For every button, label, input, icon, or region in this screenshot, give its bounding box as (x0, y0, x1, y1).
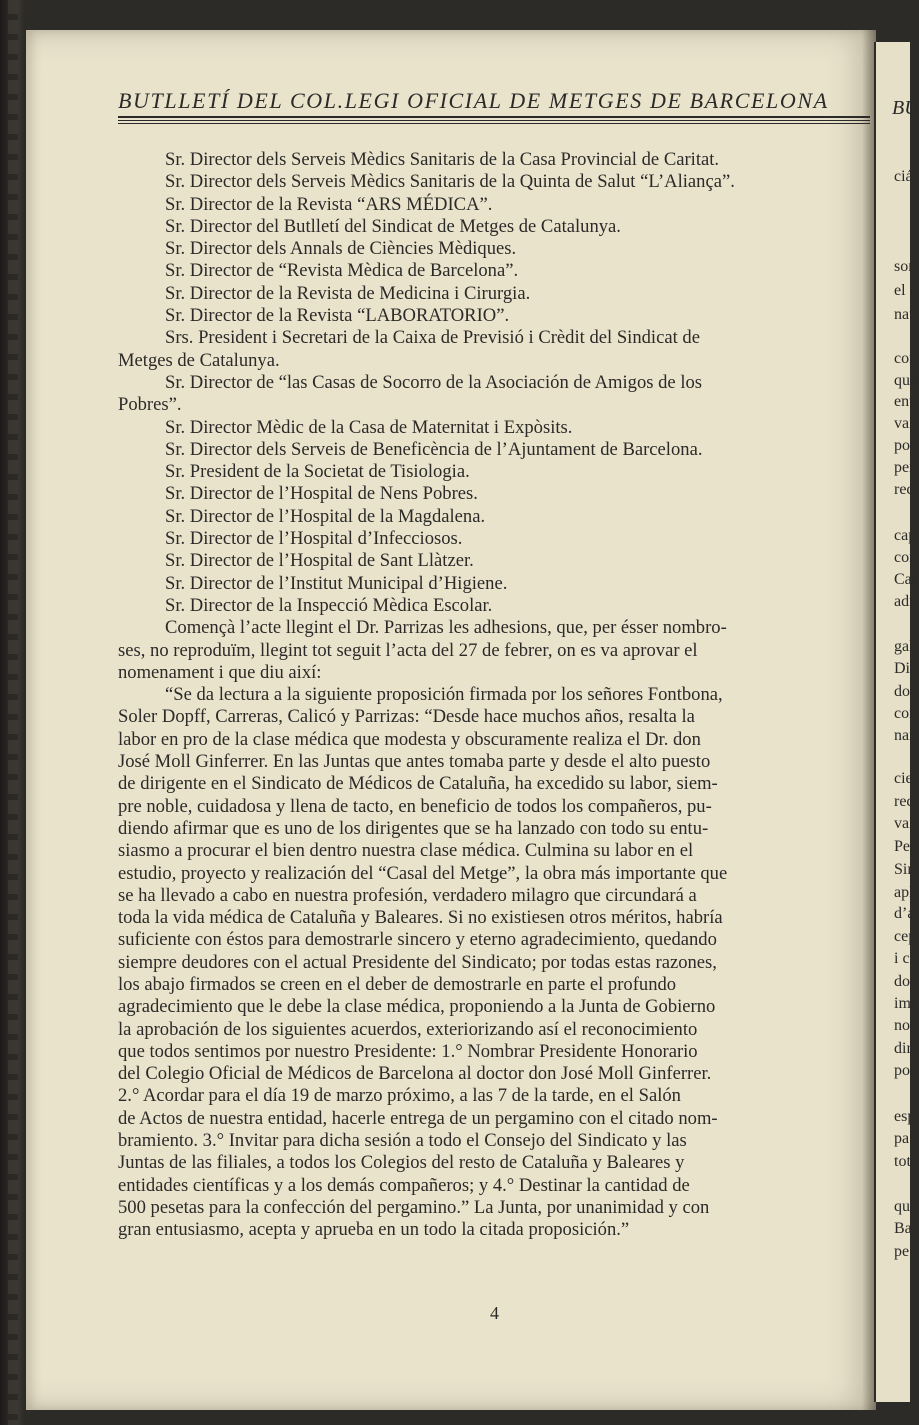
adjacent-page-fragment: Cat (894, 571, 917, 588)
text-line: los abajo firmados se creen en el deber de demostrarle en parte el profundo (118, 973, 677, 995)
adjacent-page-fragment: Dit (894, 660, 915, 677)
text-line: nomenament i que diu així: (118, 661, 322, 683)
text-line: Sr. Director del Butlletí del Sindicat de Metges de Catalunya. (165, 215, 621, 237)
adjacent-page-fragment: nar (894, 727, 915, 744)
page-number: 4 (490, 1303, 499, 1323)
text-line: Soler Dopff, Carreras, Calicó y Parrizas: “Desde hace muchos años, resalta la (118, 706, 695, 728)
text-line: Sr. Director dels Serveis de Beneficència de l’Ajuntament de Barcelona. (165, 438, 703, 460)
adjacent-page-fragment: cor (894, 705, 915, 722)
adjacent-page-fragment: ciá (894, 168, 913, 185)
adjacent-page-fragment: esp (894, 1108, 916, 1125)
adjacent-page-header: BU (892, 97, 919, 119)
header-rule (118, 116, 870, 118)
text-line: del Colegio Oficial de Médicos de Barcelona al doctor don José Moll Ginferrer. (118, 1063, 712, 1085)
text-line: que todos sentimos por nuestro Presidente: 1.° Nombrar Presidente Honorario (118, 1040, 698, 1062)
text-line: Sr. Director de “las Casas de Socorro de la Asociación de Amigos de los (165, 371, 703, 393)
text-line: Sr. Director de “Revista Mèdica de Barcelona”. (165, 260, 519, 282)
header-rule (118, 120, 870, 121)
adjacent-page-fragment: pe (894, 1243, 910, 1260)
adjacent-page-fragment: imi (894, 995, 916, 1012)
text-line: Juntas de las filiales, a todos los Colegios del resto de Cataluña y Baleares y (118, 1152, 685, 1174)
text-line: Sr. Director de la Inspecció Mèdica Escolar. (165, 594, 493, 616)
adjacent-page-fragment: cap (894, 527, 917, 544)
adjacent-page-fragment: doi (894, 683, 915, 700)
adjacent-page-fragment: Sir (894, 861, 913, 878)
binder-edge (0, 0, 26, 1425)
text-line: toda la vida médica de Cataluña y Baleares. Si no existiesen otros méritos, habría (118, 907, 723, 929)
adjacent-page-fragment: el (894, 282, 906, 299)
adjacent-page-fragment: rec (894, 793, 914, 810)
binder-strip (8, 0, 18, 1425)
adjacent-page-fragment: doi (894, 973, 915, 990)
text-line: Sr. Director de la Revista “LABORATORIO”. (165, 305, 510, 327)
text-line: Pobres”. (118, 394, 182, 416)
adjacent-page-fragment: nor (894, 1017, 916, 1034)
adjacent-page-fragment: gal (894, 638, 914, 655)
text-line: diendo afirmar que es uno de los dirigentes que se ha lanzado con todo su entu- (118, 817, 709, 839)
text-line: bramiento. 3.° Invitar para dicha sesión a todo el Consejo del Sindicato y las (118, 1130, 687, 1152)
text-line: Metges de Catalunya. (118, 349, 280, 371)
text-line: siasmo a procurar el bien dentro nuestra clase médica. Culmina su labor en el (118, 840, 694, 862)
adjacent-page-fragment: dir (894, 1040, 912, 1057)
adjacent-page-fragment: cor (894, 350, 915, 367)
text-line: Començà l’acte llegint el Dr. Parrizas les adhesions, que, per ésser nombro- (165, 617, 727, 639)
text-line: Sr. Director dels Serveis Mèdics Sanitaris de la Quinta de Salut “L’Aliança”. (165, 171, 735, 193)
text-line: Sr. Director de l’Hospital de Nens Pobres. (165, 483, 478, 505)
text-line: Sr. Director de l’Hospital d’Infecciosos. (165, 528, 463, 550)
adjacent-page-fragment: rec (894, 481, 914, 498)
text-line: estudio, proyecto y realización del “Casal del Metge”, la obra más importante que (118, 862, 728, 884)
adjacent-page-fragment: d’a (894, 905, 915, 922)
adjacent-page-fragment: poc (894, 437, 918, 454)
text-line: agradecimiento que le debe la clase médica, proponiendo a la Junta de Gobierno (118, 996, 716, 1018)
adjacent-page-fragment: cor (894, 549, 915, 566)
text-line: de dirigente en el Sindicato de Médicos de Cataluña, ha excedido su labor, siem- (118, 773, 718, 795)
text-line: ses, no reproduïm, llegint tot seguit l’acta del 27 de febrer, on es va aprovar el (118, 639, 698, 661)
adjacent-page-fragment: apl (894, 884, 914, 901)
text-line: Sr. Director dels Annals de Ciències Mèdiques. (165, 238, 517, 260)
adjacent-page-fragment: Ba (894, 1220, 912, 1237)
text-line: Sr. President de la Societat de Tisiologia. (165, 461, 470, 483)
text-line: siempre deudores con el actual Presidente del Sindicato; por todas estas razones, (118, 951, 717, 973)
text-line: gran entusiasmo, acepta y aprueba en un todo la citada proposición.” (118, 1219, 630, 1241)
text-line: Srs. President i Secretari de la Caixa de Previsió i Crèdit del Sindicat de (165, 327, 700, 349)
adjacent-page-fragment: adr (894, 593, 915, 610)
text-line: Sr. Director de l’Institut Municipal d’Higiene. (165, 572, 508, 594)
body-text (118, 149, 873, 1242)
adjacent-page-fragment: ent (894, 393, 914, 410)
text-line: José Moll Ginferrer. En las Juntas que antes tomaba parte y desde el alto puesto (118, 751, 711, 773)
text-line: Sr. Director de l’Hospital de la Magdalena. (165, 505, 486, 527)
adjacent-page-fragment: Pe: (894, 838, 915, 855)
text-line: Sr. Director de la Revista “ARS MÉDICA”. (165, 193, 493, 215)
adjacent-page-fragment: cie: (894, 770, 918, 787)
adjacent-page-fragment: pol (894, 1062, 915, 1079)
text-line: se ha llevado a cabo en nuestra profesión, verdadero milagro que circundará a (118, 884, 697, 906)
text-line: pre noble, cuidadosa y llena de tacto, en beneficio de todos los compañeros, pu- (118, 795, 712, 817)
text-line: Sr. Director de la Revista de Medicina i Cirurgia. (165, 282, 531, 304)
adjacent-page-fragment: tot (894, 1153, 911, 1170)
adjacent-page-fragment: per (894, 459, 915, 476)
adjacent-page-fragment: qu (894, 1198, 910, 1215)
adjacent-page-fragment: i c (894, 950, 910, 967)
text-line: entidades científicas y a los demás compañeros; y 4.° Destinar la cantidad de (118, 1174, 690, 1196)
text-line: 2.° Acordar para el día 19 de marzo próximo, a las 7 de la tarde, en el Salón (118, 1085, 681, 1107)
adjacent-page-edge (874, 42, 919, 1402)
header-rule (118, 123, 870, 124)
text-line: “Se da lectura a la siguiente proposición firmada por los señores Fontbona, (165, 684, 723, 706)
adjacent-page-fragment: nat (894, 306, 914, 323)
adjacent-page-fragment: qua (894, 372, 918, 389)
text-line: 500 pesetas para la confección del pergamino.” La Junta, por unanimidad y con (118, 1196, 710, 1218)
adjacent-page-fragment: vai (894, 415, 914, 432)
text-line: Sr. Director dels Serveis Mèdics Sanitaris de la Casa Provincial de Caritat. (165, 149, 720, 170)
text-line: de Actos de nuestra entidad, hacerle entrega de un pergamino con el citado nom- (118, 1107, 718, 1129)
text-line: Sr. Director Mèdic de la Casa de Maternitat i Expòsits. (165, 416, 573, 438)
adjacent-page-fragment: sor (894, 258, 914, 275)
text-line: Sr. Director de l’Hospital de Sant Llàtzer. (165, 550, 474, 572)
adjacent-page-fragment: vai (894, 815, 914, 832)
text-line: la aprobación de los siguientes acuerdos, exteriorizando así el reconocimiento (118, 1018, 698, 1040)
text-line: labor en pro de la clase médica que modesta y obscuramente realiza el Dr. don (118, 728, 701, 750)
adjacent-page-fragment: pa: (894, 1130, 914, 1147)
adjacent-page-fragment: cep (894, 928, 917, 945)
text-line: suficiente con éstos para demostrarle sincero y eterno agradecimiento, quedando (118, 929, 717, 951)
running-header: BUTLLETÍ DEL COL.LEGI OFICIAL DE METGES DE BARCELONA (118, 88, 829, 113)
